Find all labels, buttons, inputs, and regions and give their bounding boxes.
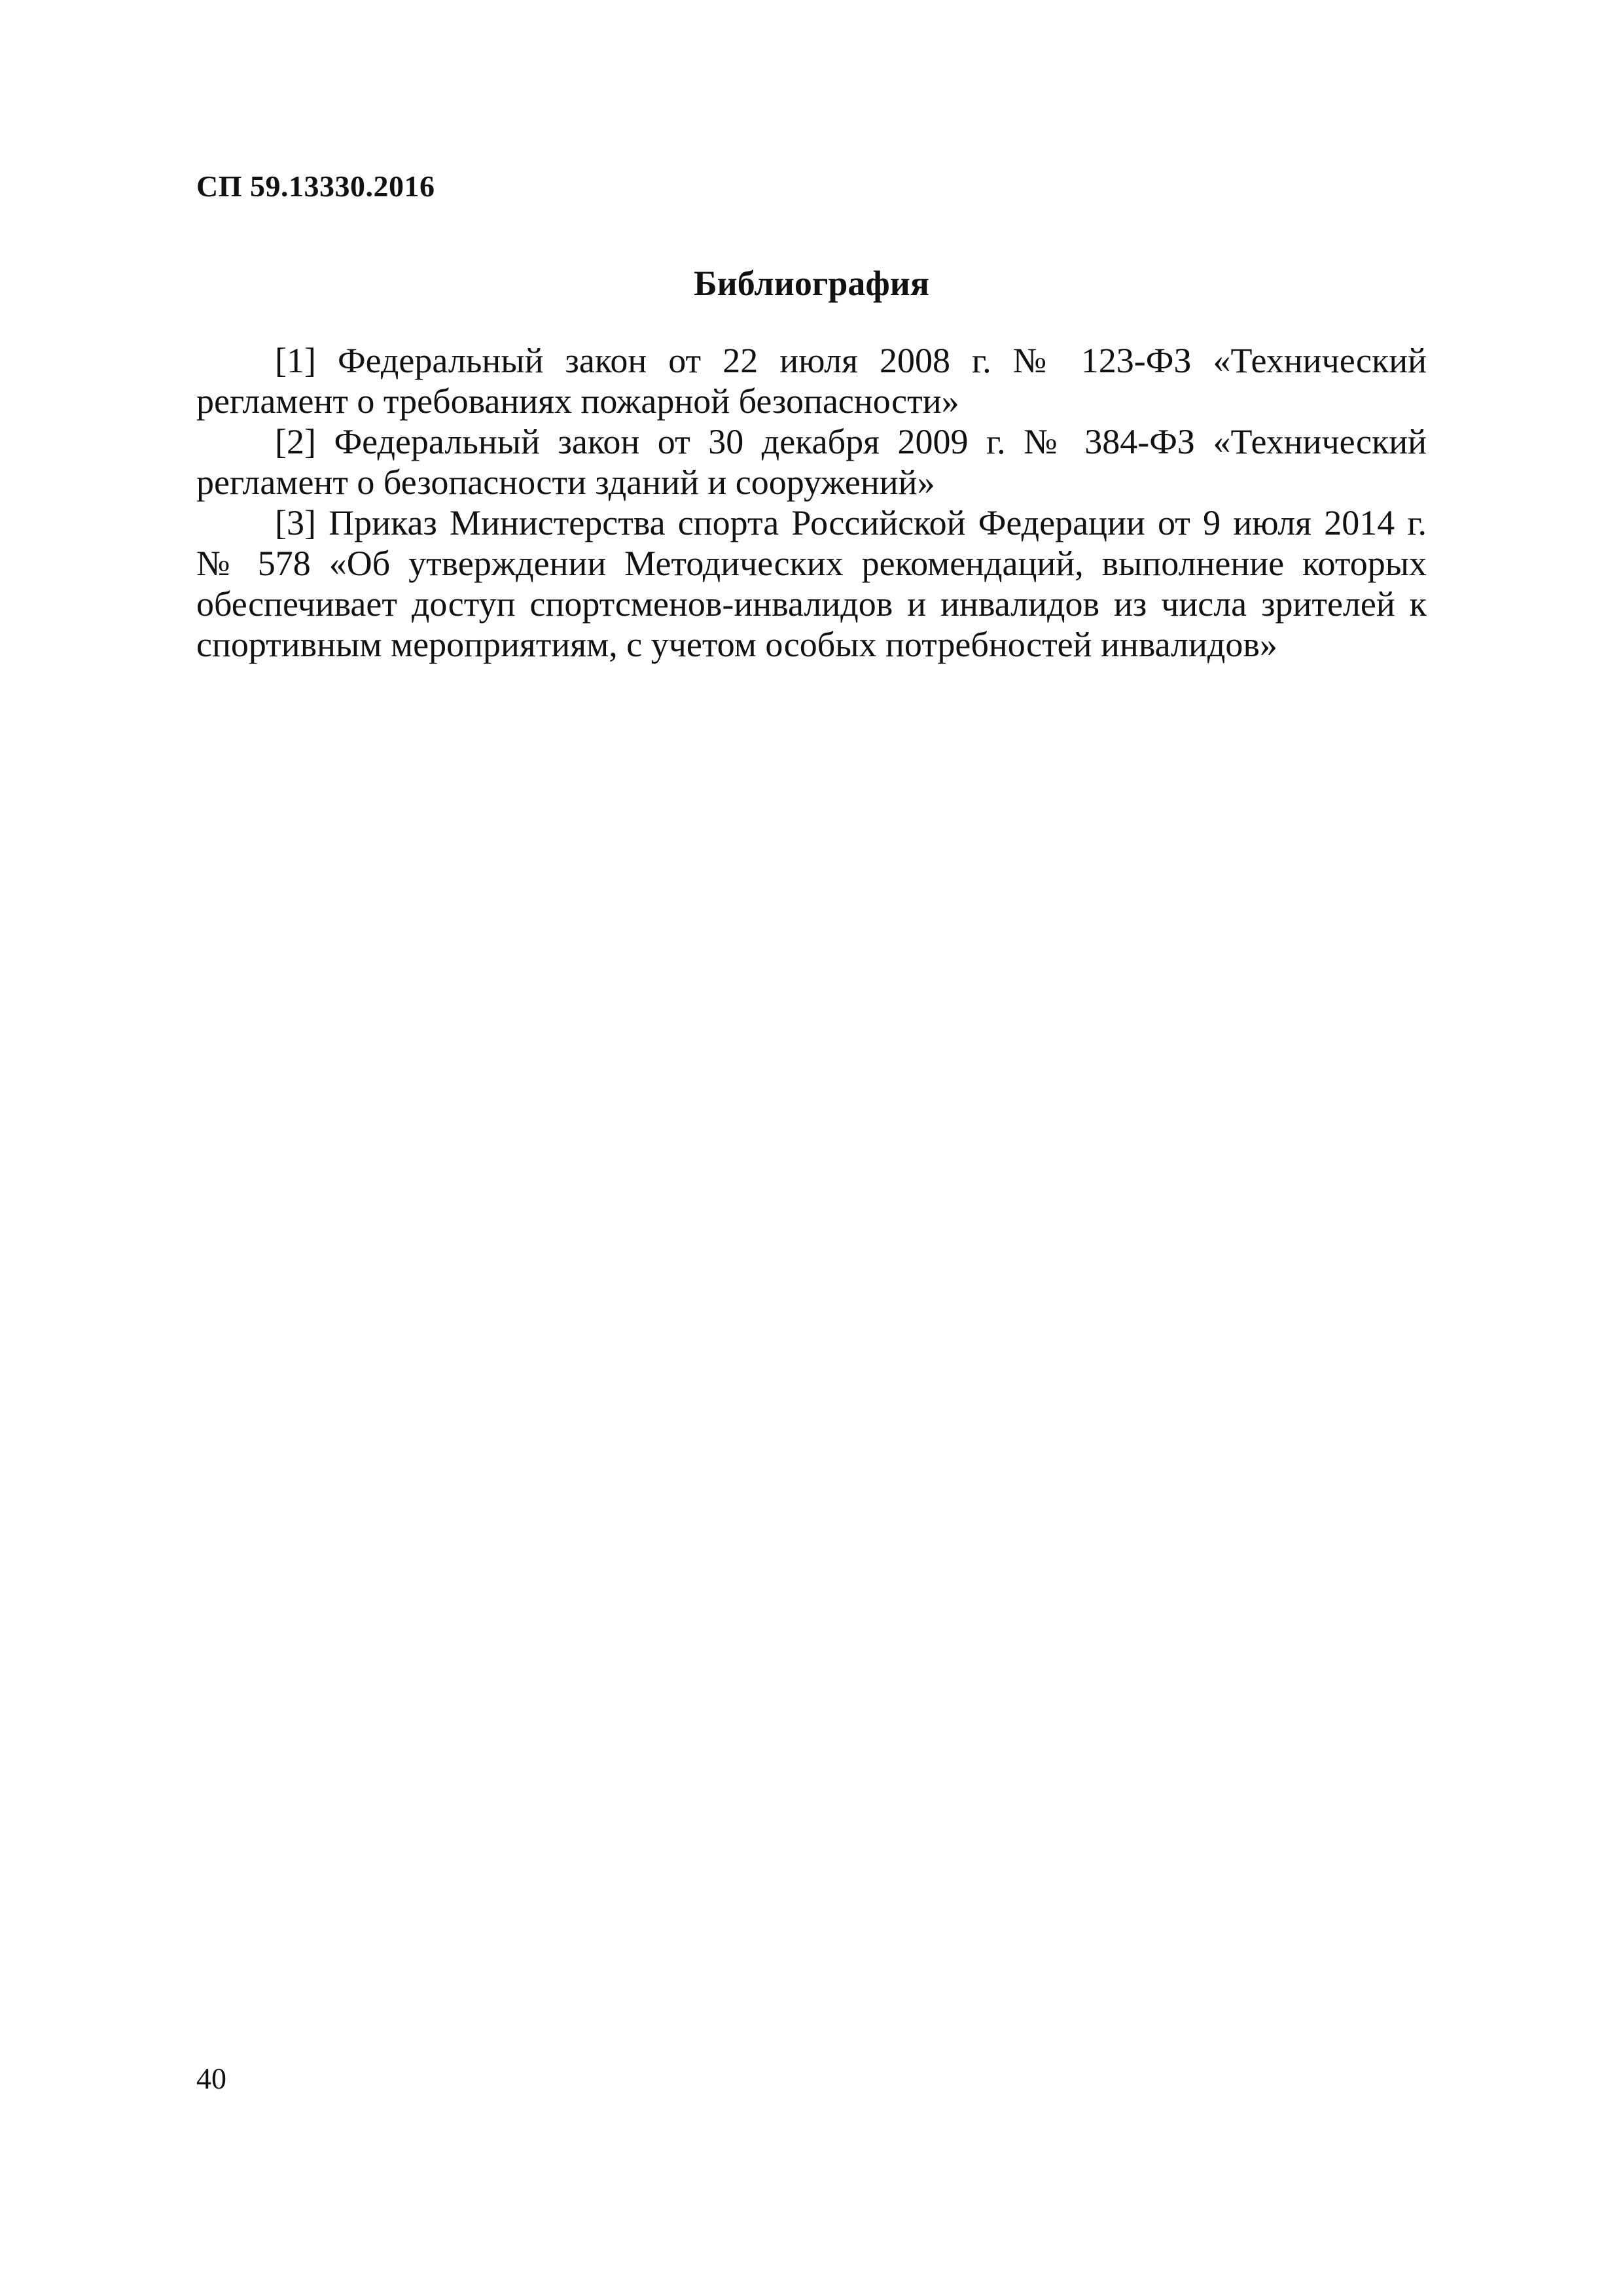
bibliography-entry: [2] Федеральный закон от 30 декабря 2009 г. № 384-ФЗ «Технический регламент о безопасности зданий и сооружений» xyxy=(196,422,1427,502)
section-title: Библиография xyxy=(693,264,930,303)
document-code-header: СП 59.13330.2016 xyxy=(196,169,435,203)
bibliography-entry: [3] Приказ Министерства спорта Российской Федерации от 9 июля 2014 г. № 578 «Об утверждении Методических рекомендаций, выполнение которых обеспечивает доступ спортсменов-инвалидов и инвалидов из числа зрителей к спортивным мероприятиям, с учетом особых потребностей инвалидов» xyxy=(196,503,1427,664)
page-number: 40 xyxy=(196,2062,226,2095)
bibliography-list xyxy=(196,340,1427,665)
bibliography-entry: [1] Федеральный закон от 22 июля 2008 г. № 123-ФЗ «Технический регламент о требованиях пожарной безопасности» xyxy=(196,341,1427,421)
